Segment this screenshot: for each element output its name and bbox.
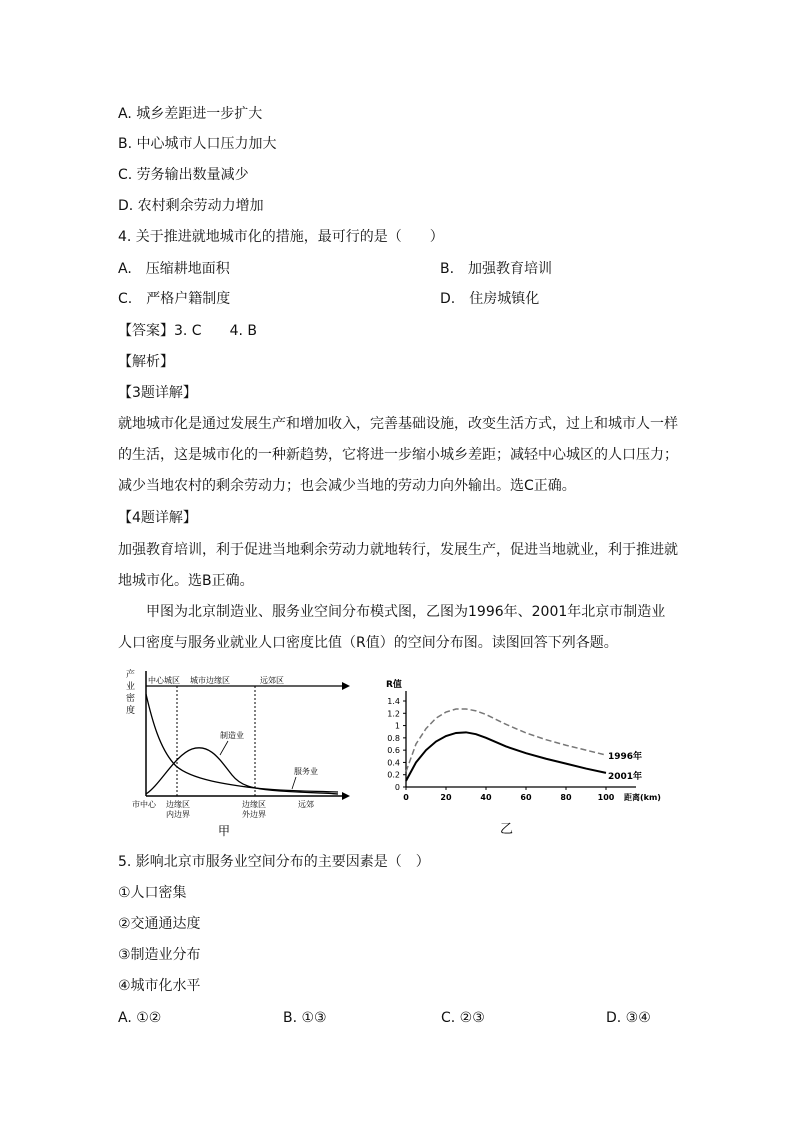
q4-detail-text: 加强教育培训，利于促进当地剩余劳动力就地转行，发展生产，促进当地就业，利于推进就地城市化。选B正确。 (118, 542, 678, 589)
q3-option-b: B. 中心城市人口压力加大 (118, 136, 277, 152)
q4-stem: 4. 关于推进就地城市化的措施，最可行的是（ ） (118, 229, 444, 245)
yi-series-label: 2001年 (608, 771, 643, 782)
yi-xtick-label: 100 (597, 793, 615, 802)
figure-yi (380, 675, 680, 840)
q5-item-2: ②交通通达度 (118, 916, 201, 932)
yi-ytick-label: 0 (394, 783, 400, 792)
q3-option-a: A. 城乡差距进一步扩大 (118, 106, 263, 122)
jia-xtick-2a: 边缘区 (166, 800, 190, 809)
q3-option-d: D. 农村剩余劳动力增加 (118, 198, 264, 214)
jia-xtick-3b: 外边界 (242, 810, 266, 819)
jia-zone-2: 城市边缘区 (190, 676, 230, 685)
q5-option-a: A. ①② (118, 1010, 162, 1026)
jia-service-leader (292, 777, 296, 789)
q3-detail-heading: 【3题详解】 (118, 385, 197, 401)
q5-item-4: ④城市化水平 (118, 978, 201, 994)
q5-item-3: ③制造业分布 (118, 947, 201, 963)
yi-xtick-label: 40 (480, 793, 492, 802)
yi-xtick-label: 80 (560, 793, 572, 802)
yi-ytick-label: 0.6 (387, 746, 400, 756)
jia-ylabel-2: 业 (126, 682, 136, 692)
yi-ytick-label: 1 (394, 721, 400, 731)
jia-label-manufacturing: 制造业 (220, 731, 244, 740)
yi-ylabel: R值 (386, 680, 402, 690)
q3-detail-text: 就地城市化是通过发展生产和增加收入，完善基础设施，改变生活方式，过上和城市人一样的生活，这是城市化的一种新趋势，它将进一步缩小城乡差距；减轻中心城区的人口压力；减少当地农村的剩余劳动力；也会减少当地的劳动力向外输出。选C正确。 (118, 416, 678, 494)
yi-name-label: 乙 (500, 822, 514, 837)
q4-option-b: B. 加强教育培训 (440, 261, 553, 277)
q4-detail-heading: 【4题详解】 (118, 510, 197, 526)
yi-xlabel: 距离(km) (624, 793, 661, 802)
jia-zone-1: 中心城区 (148, 676, 180, 685)
q5-option-b: B. ①③ (283, 1010, 327, 1026)
jia-ylabel-4: 度 (126, 706, 136, 716)
jia-ylabel-1: 产 (126, 670, 136, 680)
jia-name-label: 甲 (218, 824, 231, 838)
yi-series-line (406, 732, 606, 781)
yi-series-label: 1996年 (608, 752, 643, 763)
jia-xtick-4: 远郊 (298, 800, 314, 809)
jia-series-service (146, 694, 338, 792)
yi-ytick-label: 0.2 (387, 770, 400, 780)
analysis-label: 【解析】 (118, 354, 174, 370)
q4-option-d: D. 住房城镇化 (440, 291, 540, 307)
jia-top-arrow (342, 682, 350, 690)
q4-option-c: C. 严格户籍制度 (118, 291, 231, 307)
jia-zone-3: 远郊区 (260, 676, 284, 685)
yi-xtick-label: 0 (403, 793, 409, 802)
jia-xtick-3a: 边缘区 (242, 800, 266, 809)
jia-xtick-1: 市中心 (132, 800, 156, 809)
intro-paragraph: 甲图为北京制造业、服务业空间分布模式图，乙图为1996年、2001年北京市制造业人口密度与服务业就业人口密度比值（R值）的空间分布图。读图回答下列各题。 (118, 604, 666, 651)
jia-x-arrow (342, 792, 350, 800)
jia-label-service: 服务业 (294, 767, 318, 776)
q5-stem: 5. 影响北京市服务业空间分布的主要因素是（ ） (118, 854, 430, 870)
yi-ytick-label: 0.4 (387, 758, 400, 768)
jia-manufacturing-leader (220, 741, 228, 755)
q5-item-1: ①人口密集 (118, 885, 187, 901)
q5-option-d: D. ③④ (606, 1010, 651, 1026)
yi-xtick-label: 20 (440, 793, 452, 802)
jia-ylabel-3: 密 (126, 694, 136, 704)
figure-jia (120, 665, 360, 840)
q5-option-c: C. ②③ (441, 1010, 485, 1026)
yi-ytick-label: 1.2 (387, 709, 400, 719)
jia-xtick-2b: 内边界 (166, 810, 190, 819)
yi-xtick-label: 60 (520, 793, 532, 802)
yi-series-line (406, 709, 606, 772)
answer-line: 【答案】3. C 4. B (118, 323, 257, 339)
q4-option-a: A. 压缩耕地面积 (118, 261, 230, 277)
yi-ytick-label: 1.4 (387, 697, 400, 706)
yi-ytick-label: 0.8 (387, 733, 400, 743)
q3-option-c: C. 劳务输出数量减少 (118, 167, 249, 183)
